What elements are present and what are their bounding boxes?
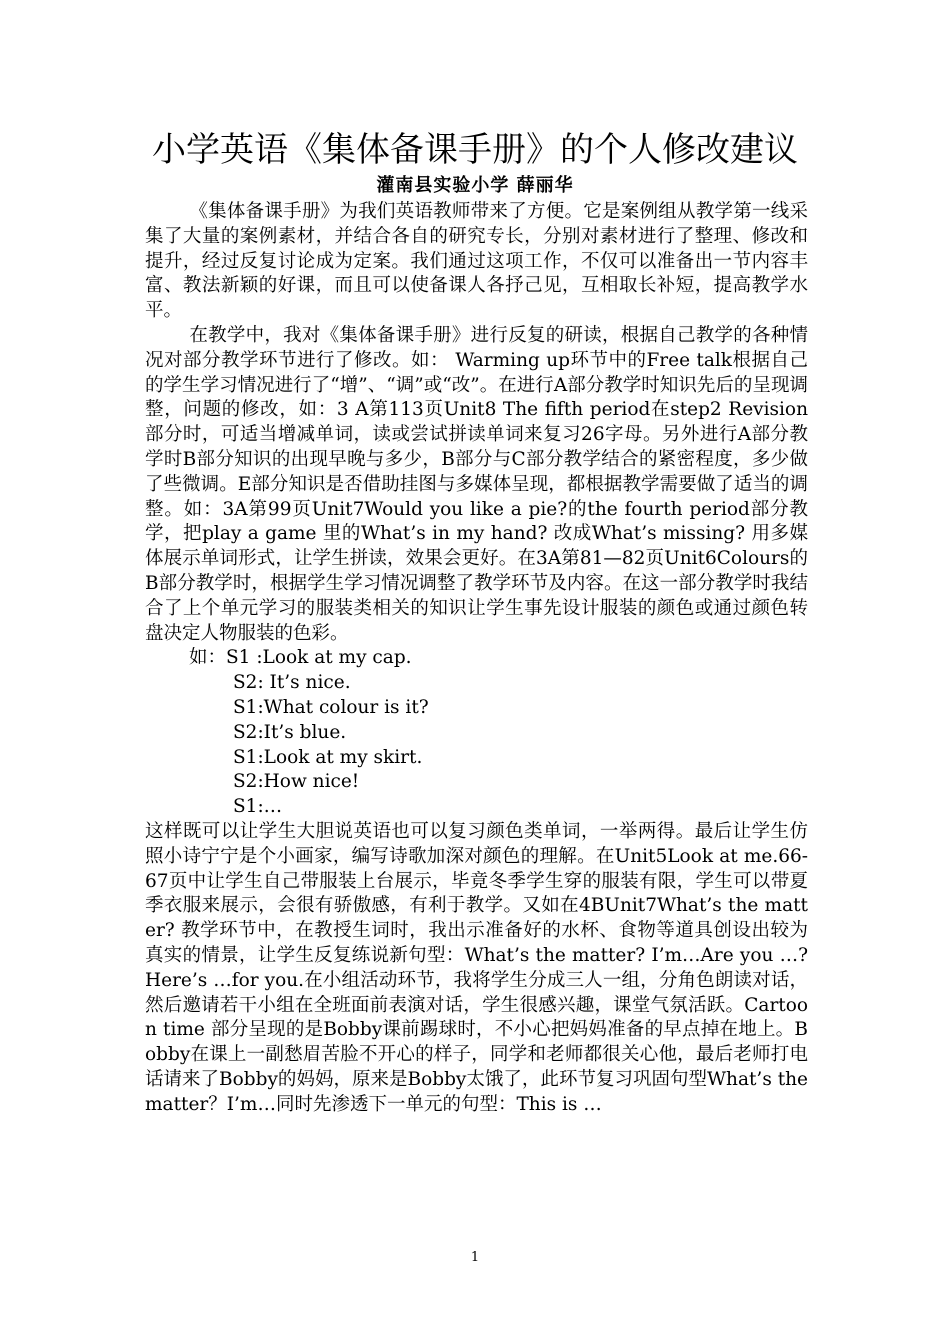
paragraph-intro: 《集体备课手册》为我们英语教师带来了方便。它是案例组从教学第一线采集了大量的案例素材，并结合各自的研究专长，分别对素材进行了整理、修改和提升，经过反复讨论成为定案。我们通过这项工作，不仅可以准备出一节内容丰富、教法新颖的好课，而且可以使备课人各抒己见，互相取长补短，提高教学水平。 [145, 201, 808, 322]
paragraph-closing: 这样既可以让学生大胆说英语也可以复习颜色类单词，一举两得。最后让学生仿照小诗宁宁是个小画家，编写诗歌加深对颜色的理解。在Unit5Look at me.66-67页中让学生自己带服装上台展示，毕竟冬季学生穿的服装有限，学生可以带夏季衣服来展示，会很有骄傲感，有利于教学。又如在4BUnit7What’s the matter? 教学环节中，在教授生词时，我出示准备好的水杯、食物等道具创设出较为真实的情景，让学生反复练说新句型：What’s the matter? I’m…Are you …?Here’s …for you.在小组活动环节，我将学生分成三人一组，分角色朗读对话，然后邀请若干小组在全班面前表演对话，学生很感兴趣，课堂气氛活跃。Cartoon time 部分呈现的是Bobby课前踢球时，不小心把妈妈准备的早点掉在地上。Bobby在课上一副愁眉苦脸不开心的样子，同学和老师都很关心他，最后老师打电话请来了Bobby的妈妈，原来是Bobby太饿了，此环节复习巩固句型What’s the matter？I’m…同时先渗透下一单元的句型：This is … [145, 820, 808, 1115]
paragraph-teaching: 在教学中，我对《集体备课手册》进行反复的研读，根据自己教学的各种情况对部分教学环节进行了修改。如： Warming up环节中的Free talk根据自己的学生学习情况进行了“增”、“调”或“改”。在进行A部分教学时知识先后的呈现调整，问题的修改，如：3 A第113页Unit8 The fifth period在step2 Revision部分时，可适当增减单词，读或尝试拼读单词来复习26字母。另外进行A部分教学时B部分知识的出现早晚与多少，B部分与C部分教学结合的紧密程度，多少做了些微调。E部分知识是否借助挂图与多媒体呈现，都根据教学需要做了适当的调整。如：3A第99页Unit7Would you like a pie?的the fourth period部分教学，把play a game 里的What’s in my hand? 改成What’s missing? 用多媒体展示单词形式，让学生拼读，效果会更好。在3A第81—82页Unit6Colours的B部分教学时，根据学生学习情况调整了教学环节及内容。在这一部分教学时我结合了上个单元学习的服装类相关的知识让学生事先设计服装的颜色或通过颜色转盘决定人物服装的色彩。 [145, 324, 808, 644]
dialogue-line: S2:How nice! [233, 771, 360, 793]
dialogue-line: S2: It’s nice. [233, 672, 351, 694]
dialogue-line: S1:… [233, 796, 283, 818]
dialogue-line: S1:Look at my skirt. [233, 746, 423, 768]
document-title: 小学英语《集体备课手册》的个人修改建议 [152, 130, 798, 170]
dialogue-line: 如：S1 :Look at my cap. [189, 647, 412, 669]
dialogue-line: S2:It’s blue. [233, 721, 347, 743]
document-body [145, 200, 808, 1117]
author-line: 灌南县实验小学 薛丽华 [376, 175, 574, 196]
dialogue-example [145, 646, 808, 820]
dialogue-line: S1:What colour is it? [233, 696, 429, 718]
page-number: 1 [470, 1250, 480, 1265]
